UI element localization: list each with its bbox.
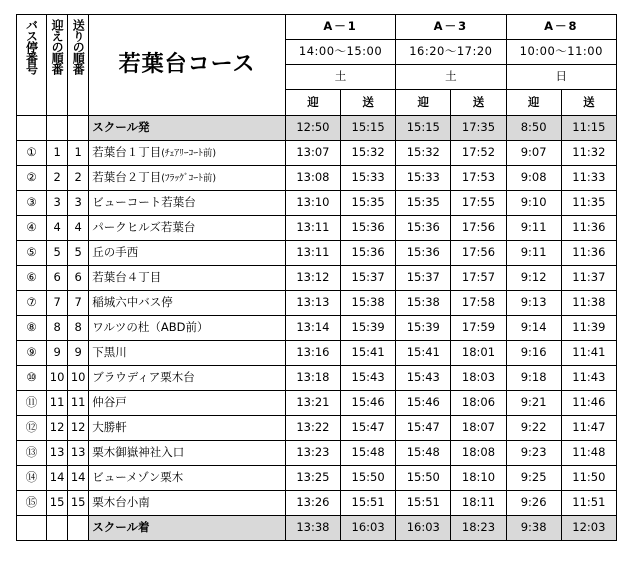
table-row	[17, 266, 617, 291]
route-day-a8: 日	[506, 65, 616, 90]
pickup-order: 15	[47, 491, 68, 516]
time-cell: 13:12	[285, 266, 340, 291]
stop-name-text: ビューメゾン栗木	[92, 470, 184, 485]
route-name-a8: A－8	[506, 15, 616, 40]
time-cell: 12:03	[561, 516, 616, 541]
pickup-order: 6	[47, 266, 68, 291]
time-cell: 15:36	[396, 241, 451, 266]
direction-pickup: 迎	[396, 90, 451, 116]
stop-number: ⑨	[17, 341, 47, 366]
time-cell: 12:50	[285, 116, 340, 141]
pickup-order: 9	[47, 341, 68, 366]
time-cell: 9:16	[506, 341, 561, 366]
time-cell: 11:33	[561, 166, 616, 191]
route-time-a1: 14:00～15:00	[285, 40, 395, 65]
stop-name-text: ビューコート若葉台	[92, 195, 196, 210]
pickup-order: 12	[47, 416, 68, 441]
time-cell: 13:11	[285, 216, 340, 241]
time-cell: 18:08	[451, 441, 506, 466]
time-cell: 11:48	[561, 441, 616, 466]
stop-name-text: ブラウディア栗木台	[92, 370, 195, 385]
stop-number: ⑧	[17, 316, 47, 341]
time-cell: 17:56	[451, 241, 506, 266]
time-cell: 11:43	[561, 366, 616, 391]
dropoff-order: 8	[68, 316, 89, 341]
time-cell: 11:37	[561, 266, 616, 291]
table-row	[17, 191, 617, 216]
time-cell: 13:07	[285, 141, 340, 166]
pickup-order: 7	[47, 291, 68, 316]
time-cell: 15:50	[341, 466, 396, 491]
time-cell: 15:32	[341, 141, 396, 166]
time-cell: 15:48	[341, 441, 396, 466]
empty-cell	[17, 116, 47, 141]
pickup-order: 11	[47, 391, 68, 416]
time-cell: 13:14	[285, 316, 340, 341]
time-cell: 13:11	[285, 241, 340, 266]
time-cell: 15:36	[341, 216, 396, 241]
time-cell: 9:10	[506, 191, 561, 216]
row-label: スクール着	[89, 516, 286, 541]
table-row	[17, 216, 617, 241]
empty-cell	[68, 116, 89, 141]
time-cell: 15:46	[341, 391, 396, 416]
stop-name	[89, 191, 286, 216]
time-cell: 15:39	[341, 316, 396, 341]
time-cell: 15:46	[396, 391, 451, 416]
time-cell: 9:26	[506, 491, 561, 516]
dropoff-order: 13	[68, 441, 89, 466]
time-cell: 11:50	[561, 466, 616, 491]
header-pickup-order: 迎えの順番	[47, 15, 68, 116]
time-cell: 18:06	[451, 391, 506, 416]
stop-number: ②	[17, 166, 47, 191]
empty-cell	[68, 516, 89, 541]
time-cell: 15:50	[396, 466, 451, 491]
time-cell: 13:23	[285, 441, 340, 466]
time-cell: 15:32	[396, 141, 451, 166]
time-cell: 18:10	[451, 466, 506, 491]
stop-name-text: 栗木台小南	[92, 495, 150, 510]
dropoff-order: 14	[68, 466, 89, 491]
table-row	[17, 441, 617, 466]
stop-name	[89, 441, 286, 466]
dropoff-order: 12	[68, 416, 89, 441]
time-cell: 15:15	[341, 116, 396, 141]
route-name-a1: A－1	[285, 15, 395, 40]
stop-number: ⑪	[17, 391, 47, 416]
time-cell: 11:41	[561, 341, 616, 366]
time-cell: 15:41	[341, 341, 396, 366]
time-cell: 15:47	[341, 416, 396, 441]
time-cell: 17:56	[451, 216, 506, 241]
stop-number: ⑭	[17, 466, 47, 491]
time-cell: 15:37	[341, 266, 396, 291]
stop-name	[89, 216, 286, 241]
direction-pickup: 迎	[506, 90, 561, 116]
time-cell: 16:03	[396, 516, 451, 541]
time-cell: 11:36	[561, 241, 616, 266]
time-cell: 16:03	[341, 516, 396, 541]
time-cell: 15:43	[341, 366, 396, 391]
pickup-order: 2	[47, 166, 68, 191]
route-time-a3: 16:20～17:20	[396, 40, 506, 65]
school-depart-row	[17, 116, 617, 141]
time-cell: 15:39	[396, 316, 451, 341]
time-cell: 11:38	[561, 291, 616, 316]
stop-number: ⑤	[17, 241, 47, 266]
stop-number: ③	[17, 191, 47, 216]
pickup-order: 10	[47, 366, 68, 391]
time-cell: 9:11	[506, 216, 561, 241]
stop-name-note: (ﾁｪｱﾘｰｺｰﾄ前)	[161, 148, 217, 160]
time-cell: 15:51	[341, 491, 396, 516]
time-cell: 13:16	[285, 341, 340, 366]
stop-number: ⑬	[17, 441, 47, 466]
time-cell: 11:15	[561, 116, 616, 141]
time-cell: 9:08	[506, 166, 561, 191]
time-cell: 13:18	[285, 366, 340, 391]
time-cell: 13:38	[285, 516, 340, 541]
time-cell: 13:10	[285, 191, 340, 216]
time-cell: 15:51	[396, 491, 451, 516]
header-stop-number: バス停番号	[17, 15, 47, 116]
stop-name	[89, 466, 286, 491]
dropoff-order: 10	[68, 366, 89, 391]
stop-name-text: パークヒルズ若葉台	[92, 220, 196, 235]
stop-name-text: 下黒川	[92, 345, 127, 360]
time-cell: 13:08	[285, 166, 340, 191]
course-title: 若葉台コース	[89, 15, 286, 116]
time-cell: 18:07	[451, 416, 506, 441]
stop-number: ①	[17, 141, 47, 166]
direction-pickup: 迎	[285, 90, 340, 116]
time-cell: 11:39	[561, 316, 616, 341]
time-cell: 9:25	[506, 466, 561, 491]
table-row	[17, 291, 617, 316]
time-cell: 17:53	[451, 166, 506, 191]
time-cell: 9:13	[506, 291, 561, 316]
stop-name	[89, 341, 286, 366]
time-cell: 9:22	[506, 416, 561, 441]
time-cell: 13:26	[285, 491, 340, 516]
stop-name	[89, 241, 286, 266]
stop-name-text: 若葉台４丁目	[92, 270, 162, 285]
dropoff-order: 2	[68, 166, 89, 191]
time-cell: 13:13	[285, 291, 340, 316]
time-cell: 15:15	[396, 116, 451, 141]
stop-number: ⑫	[17, 416, 47, 441]
header-dropoff-order: 送りの順番	[68, 15, 89, 116]
time-cell: 11:47	[561, 416, 616, 441]
table-row	[17, 416, 617, 441]
pickup-order: 13	[47, 441, 68, 466]
table-row	[17, 341, 617, 366]
time-cell: 11:35	[561, 191, 616, 216]
stop-name-text: 仲谷戸	[92, 395, 127, 410]
dropoff-order: 3	[68, 191, 89, 216]
time-cell: 17:35	[451, 116, 506, 141]
route-day-a1: 土	[285, 65, 395, 90]
dropoff-order: 15	[68, 491, 89, 516]
empty-cell	[17, 516, 47, 541]
time-cell: 15:37	[396, 266, 451, 291]
stop-number: ⑦	[17, 291, 47, 316]
time-cell: 13:25	[285, 466, 340, 491]
stop-name-text: 大勝軒	[92, 420, 127, 435]
time-cell: 9:23	[506, 441, 561, 466]
pickup-order: 4	[47, 216, 68, 241]
stop-name	[89, 391, 286, 416]
time-cell: 9:38	[506, 516, 561, 541]
table-row	[17, 366, 617, 391]
dropoff-order: 1	[68, 141, 89, 166]
table-row	[17, 466, 617, 491]
stop-name	[89, 266, 286, 291]
time-cell: 13:22	[285, 416, 340, 441]
pickup-order: 8	[47, 316, 68, 341]
time-cell: 15:36	[396, 216, 451, 241]
table-row	[17, 391, 617, 416]
stop-name	[89, 491, 286, 516]
stop-name	[89, 166, 286, 191]
stop-name-text: 若葉台１丁目	[92, 145, 162, 160]
stop-name	[89, 291, 286, 316]
time-cell: 17:57	[451, 266, 506, 291]
direction-dropoff: 送	[451, 90, 506, 116]
time-cell: 17:52	[451, 141, 506, 166]
table-row	[17, 491, 617, 516]
time-cell: 11:51	[561, 491, 616, 516]
time-cell: 9:18	[506, 366, 561, 391]
time-cell: 18:11	[451, 491, 506, 516]
pickup-order: 5	[47, 241, 68, 266]
stop-name	[89, 316, 286, 341]
time-cell: 13:21	[285, 391, 340, 416]
time-cell: 8:50	[506, 116, 561, 141]
time-cell: 15:35	[341, 191, 396, 216]
table-row	[17, 316, 617, 341]
pickup-order: 14	[47, 466, 68, 491]
stop-name-text: ワルツの杜（ABD前）	[92, 320, 209, 335]
direction-dropoff: 送	[341, 90, 396, 116]
dropoff-order: 11	[68, 391, 89, 416]
time-cell: 15:36	[341, 241, 396, 266]
stop-number: ⑮	[17, 491, 47, 516]
time-cell: 15:38	[396, 291, 451, 316]
stop-name	[89, 416, 286, 441]
table-row	[17, 241, 617, 266]
stop-number: ⑩	[17, 366, 47, 391]
time-cell: 11:32	[561, 141, 616, 166]
time-cell: 11:46	[561, 391, 616, 416]
time-cell: 15:35	[396, 191, 451, 216]
time-cell: 9:14	[506, 316, 561, 341]
direction-dropoff: 送	[561, 90, 616, 116]
time-cell: 18:23	[451, 516, 506, 541]
stop-number: ④	[17, 216, 47, 241]
time-cell: 9:12	[506, 266, 561, 291]
time-cell: 15:47	[396, 416, 451, 441]
stop-name-note: (ﾌﾗｯｸﾞｺｰﾄ前)	[161, 173, 217, 185]
dropoff-order: 9	[68, 341, 89, 366]
time-cell: 9:11	[506, 241, 561, 266]
dropoff-order: 4	[68, 216, 89, 241]
route-time-a8: 10:00～11:00	[506, 40, 616, 65]
time-cell: 11:36	[561, 216, 616, 241]
stop-number: ⑥	[17, 266, 47, 291]
time-cell: 17:58	[451, 291, 506, 316]
time-cell: 15:38	[341, 291, 396, 316]
time-cell: 18:03	[451, 366, 506, 391]
time-cell: 9:07	[506, 141, 561, 166]
dropoff-order: 5	[68, 241, 89, 266]
stop-name-text: 栗木御嶽神社入口	[92, 445, 185, 460]
stop-name-text: 若葉台２丁目	[92, 170, 162, 185]
time-cell: 9:21	[506, 391, 561, 416]
dropoff-order: 6	[68, 266, 89, 291]
stop-name-text: 稲城六中バス停	[92, 295, 173, 310]
time-cell: 15:43	[396, 366, 451, 391]
time-cell: 17:59	[451, 316, 506, 341]
time-cell: 15:33	[396, 166, 451, 191]
bus-timetable	[16, 14, 617, 541]
time-cell: 15:48	[396, 441, 451, 466]
pickup-order: 1	[47, 141, 68, 166]
dropoff-order: 7	[68, 291, 89, 316]
stop-name	[89, 141, 286, 166]
route-day-a3: 土	[396, 65, 506, 90]
time-cell: 18:01	[451, 341, 506, 366]
empty-cell	[47, 516, 68, 541]
empty-cell	[47, 116, 68, 141]
stop-name	[89, 366, 286, 391]
route-name-a3: A－3	[396, 15, 506, 40]
pickup-order: 3	[47, 191, 68, 216]
table-row	[17, 166, 617, 191]
row-label: スクール発	[89, 116, 286, 141]
time-cell: 15:33	[341, 166, 396, 191]
school-arrive-row	[17, 516, 617, 541]
time-cell: 17:55	[451, 191, 506, 216]
stop-name-text: 丘の手西	[92, 245, 139, 260]
table-row	[17, 141, 617, 166]
time-cell: 15:41	[396, 341, 451, 366]
